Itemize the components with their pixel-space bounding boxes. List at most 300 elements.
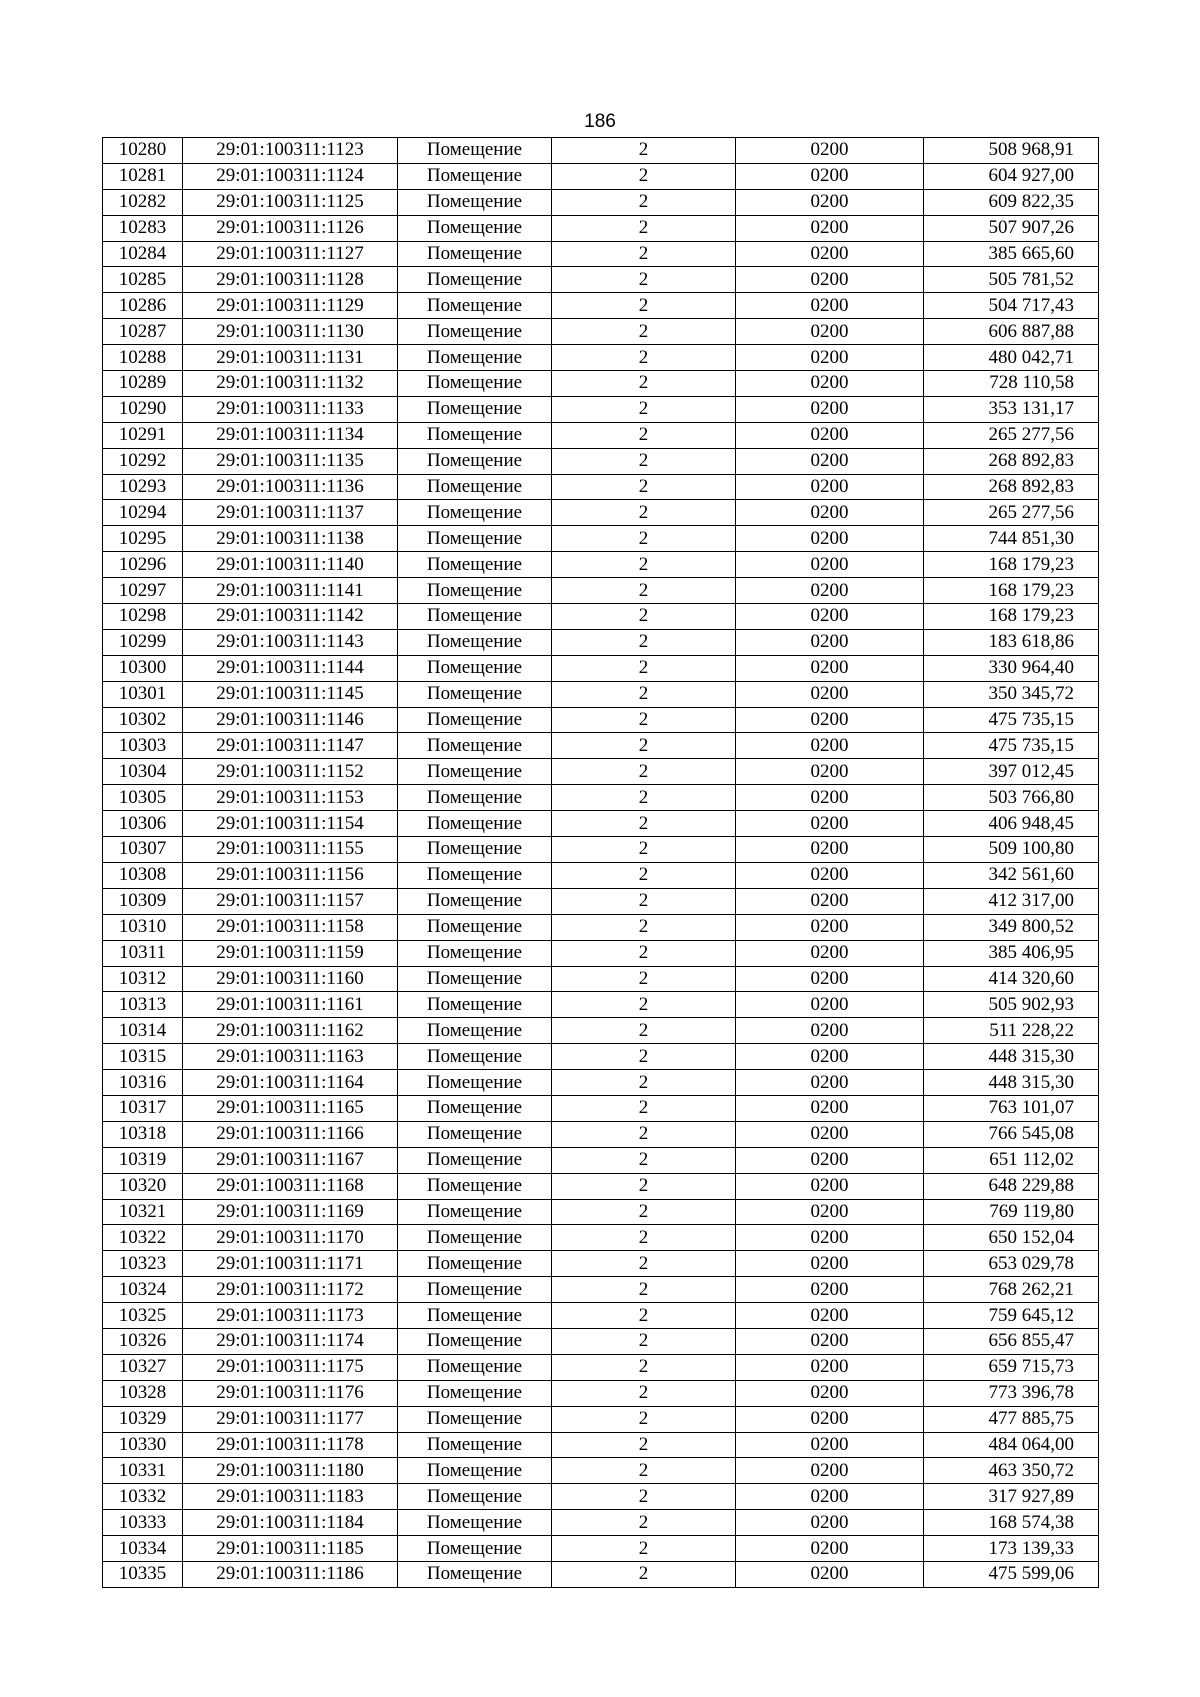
cadastral-number-cell: 29:01:100311:1123 — [183, 138, 398, 164]
row-number-cell: 10288 — [103, 345, 183, 371]
registry-table — [102, 137, 1099, 1588]
table-row — [103, 1095, 1099, 1121]
object-type-cell: Помещение — [398, 422, 552, 448]
column-value-b-cell: 0200 — [736, 578, 924, 604]
cadastral-value-cell: 412 317,00 — [924, 888, 1099, 914]
row-number-cell: 10324 — [103, 1277, 183, 1303]
table-row — [103, 1328, 1099, 1354]
column-value-b-cell: 0200 — [736, 371, 924, 397]
column-value-a-cell: 2 — [552, 629, 736, 655]
column-value-a-cell: 2 — [552, 371, 736, 397]
cadastral-number-cell: 29:01:100311:1180 — [183, 1458, 398, 1484]
cadastral-value-cell: 480 042,71 — [924, 345, 1099, 371]
column-value-b-cell: 0200 — [736, 241, 924, 267]
column-value-b-cell: 0200 — [736, 888, 924, 914]
object-type-cell: Помещение — [398, 1458, 552, 1484]
cadastral-value-cell: 463 350,72 — [924, 1458, 1099, 1484]
cadastral-value-cell: 728 110,58 — [924, 371, 1099, 397]
row-number-cell: 10311 — [103, 940, 183, 966]
object-type-cell: Помещение — [398, 733, 552, 759]
table-row — [103, 138, 1099, 164]
column-value-a-cell: 2 — [552, 1121, 736, 1147]
column-value-a-cell: 2 — [552, 319, 736, 345]
column-value-a-cell: 2 — [552, 837, 736, 863]
column-value-a-cell: 2 — [552, 1277, 736, 1303]
column-value-a-cell: 2 — [552, 1070, 736, 1096]
object-type-cell: Помещение — [398, 1173, 552, 1199]
cadastral-number-cell: 29:01:100311:1172 — [183, 1277, 398, 1303]
cadastral-value-cell: 168 179,23 — [924, 604, 1099, 630]
column-value-b-cell: 0200 — [736, 474, 924, 500]
table-row — [103, 992, 1099, 1018]
column-value-a-cell: 2 — [552, 1251, 736, 1277]
cadastral-value-cell: 773 396,78 — [924, 1380, 1099, 1406]
cadastral-value-cell: 353 131,17 — [924, 396, 1099, 422]
column-value-a-cell: 2 — [552, 1018, 736, 1044]
column-value-b-cell: 0200 — [736, 1510, 924, 1536]
column-value-b-cell: 0200 — [736, 1484, 924, 1510]
object-type-cell: Помещение — [398, 681, 552, 707]
row-number-cell: 10330 — [103, 1432, 183, 1458]
column-value-a-cell: 2 — [552, 1095, 736, 1121]
cadastral-number-cell: 29:01:100311:1162 — [183, 1018, 398, 1044]
column-value-a-cell: 2 — [552, 526, 736, 552]
cadastral-number-cell: 29:01:100311:1129 — [183, 293, 398, 319]
cadastral-value-cell: 448 315,30 — [924, 1044, 1099, 1070]
cadastral-value-cell: 508 968,91 — [924, 138, 1099, 164]
row-number-cell: 10334 — [103, 1536, 183, 1562]
object-type-cell: Помещение — [398, 914, 552, 940]
table-row — [103, 1277, 1099, 1303]
cadastral-value-cell: 507 907,26 — [924, 215, 1099, 241]
table-row — [103, 1173, 1099, 1199]
row-number-cell: 10318 — [103, 1121, 183, 1147]
cadastral-value-cell: 503 766,80 — [924, 785, 1099, 811]
cadastral-number-cell: 29:01:100311:1130 — [183, 319, 398, 345]
cadastral-value-cell: 173 139,33 — [924, 1536, 1099, 1562]
row-number-cell: 10285 — [103, 267, 183, 293]
column-value-a-cell: 2 — [552, 733, 736, 759]
column-value-a-cell: 2 — [552, 500, 736, 526]
cadastral-value-cell: 265 277,56 — [924, 500, 1099, 526]
column-value-b-cell: 0200 — [736, 319, 924, 345]
cadastral-value-cell: 606 887,88 — [924, 319, 1099, 345]
table-row — [103, 578, 1099, 604]
cadastral-number-cell: 29:01:100311:1132 — [183, 371, 398, 397]
row-number-cell: 10293 — [103, 474, 183, 500]
row-number-cell: 10331 — [103, 1458, 183, 1484]
row-number-cell: 10304 — [103, 759, 183, 785]
column-value-b-cell: 0200 — [736, 1303, 924, 1329]
column-value-b-cell: 0200 — [736, 552, 924, 578]
cadastral-number-cell: 29:01:100311:1135 — [183, 448, 398, 474]
column-value-b-cell: 0200 — [736, 604, 924, 630]
column-value-b-cell: 0200 — [736, 707, 924, 733]
row-number-cell: 10300 — [103, 655, 183, 681]
column-value-a-cell: 2 — [552, 1458, 736, 1484]
table-row — [103, 629, 1099, 655]
cadastral-value-cell: 484 064,00 — [924, 1432, 1099, 1458]
column-value-b-cell: 0200 — [736, 293, 924, 319]
column-value-b-cell: 0200 — [736, 396, 924, 422]
cadastral-number-cell: 29:01:100311:1170 — [183, 1225, 398, 1251]
cadastral-number-cell: 29:01:100311:1134 — [183, 422, 398, 448]
row-number-cell: 10326 — [103, 1328, 183, 1354]
column-value-a-cell: 2 — [552, 888, 736, 914]
column-value-a-cell: 2 — [552, 759, 736, 785]
row-number-cell: 10299 — [103, 629, 183, 655]
cadastral-number-cell: 29:01:100311:1140 — [183, 552, 398, 578]
row-number-cell: 10312 — [103, 966, 183, 992]
cadastral-number-cell: 29:01:100311:1164 — [183, 1070, 398, 1096]
column-value-b-cell: 0200 — [736, 733, 924, 759]
table-row — [103, 966, 1099, 992]
table-row — [103, 371, 1099, 397]
object-type-cell: Помещение — [398, 1561, 552, 1587]
table-row — [103, 940, 1099, 966]
table-row — [103, 655, 1099, 681]
table-row — [103, 345, 1099, 371]
column-value-a-cell: 2 — [552, 1536, 736, 1562]
cadastral-value-cell: 342 561,60 — [924, 862, 1099, 888]
table-row — [103, 681, 1099, 707]
column-value-a-cell: 2 — [552, 1173, 736, 1199]
column-value-a-cell: 2 — [552, 992, 736, 1018]
object-type-cell: Помещение — [398, 500, 552, 526]
object-type-cell: Помещение — [398, 371, 552, 397]
cadastral-value-cell: 414 320,60 — [924, 966, 1099, 992]
table-row — [103, 1121, 1099, 1147]
registry-table-body — [103, 138, 1099, 1588]
row-number-cell: 10298 — [103, 604, 183, 630]
row-number-cell: 10289 — [103, 371, 183, 397]
cadastral-value-cell: 650 152,04 — [924, 1225, 1099, 1251]
cadastral-number-cell: 29:01:100311:1144 — [183, 655, 398, 681]
column-value-a-cell: 2 — [552, 396, 736, 422]
column-value-b-cell: 0200 — [736, 1536, 924, 1562]
object-type-cell: Помещение — [398, 707, 552, 733]
object-type-cell: Помещение — [398, 1070, 552, 1096]
cadastral-value-cell: 511 228,22 — [924, 1018, 1099, 1044]
column-value-b-cell: 0200 — [736, 940, 924, 966]
row-number-cell: 10329 — [103, 1406, 183, 1432]
object-type-cell: Помещение — [398, 138, 552, 164]
column-value-a-cell: 2 — [552, 474, 736, 500]
cadastral-value-cell: 477 885,75 — [924, 1406, 1099, 1432]
column-value-a-cell: 2 — [552, 422, 736, 448]
row-number-cell: 10302 — [103, 707, 183, 733]
object-type-cell: Помещение — [398, 759, 552, 785]
object-type-cell: Помещение — [398, 1225, 552, 1251]
table-row — [103, 707, 1099, 733]
cadastral-value-cell: 183 618,86 — [924, 629, 1099, 655]
column-value-a-cell: 2 — [552, 267, 736, 293]
object-type-cell: Помещение — [398, 655, 552, 681]
cadastral-value-cell: 744 851,30 — [924, 526, 1099, 552]
column-value-b-cell: 0200 — [736, 629, 924, 655]
column-value-b-cell: 0200 — [736, 1251, 924, 1277]
cadastral-number-cell: 29:01:100311:1186 — [183, 1561, 398, 1587]
column-value-a-cell: 2 — [552, 966, 736, 992]
cadastral-number-cell: 29:01:100311:1155 — [183, 837, 398, 863]
column-value-b-cell: 0200 — [736, 1095, 924, 1121]
column-value-a-cell: 2 — [552, 448, 736, 474]
column-value-b-cell: 0200 — [736, 163, 924, 189]
cadastral-number-cell: 29:01:100311:1161 — [183, 992, 398, 1018]
row-number-cell: 10301 — [103, 681, 183, 707]
table-row — [103, 1354, 1099, 1380]
column-value-b-cell: 0200 — [736, 267, 924, 293]
row-number-cell: 10294 — [103, 500, 183, 526]
column-value-b-cell: 0200 — [736, 448, 924, 474]
cadastral-value-cell: 763 101,07 — [924, 1095, 1099, 1121]
row-number-cell: 10305 — [103, 785, 183, 811]
table-row — [103, 241, 1099, 267]
cadastral-number-cell: 29:01:100311:1153 — [183, 785, 398, 811]
cadastral-value-cell: 766 545,08 — [924, 1121, 1099, 1147]
table-row — [103, 811, 1099, 837]
column-value-a-cell: 2 — [552, 1380, 736, 1406]
cadastral-value-cell: 768 262,21 — [924, 1277, 1099, 1303]
cadastral-value-cell: 475 599,06 — [924, 1561, 1099, 1587]
table-row — [103, 1406, 1099, 1432]
cadastral-value-cell: 168 179,23 — [924, 578, 1099, 604]
cadastral-number-cell: 29:01:100311:1177 — [183, 1406, 398, 1432]
table-row — [103, 1147, 1099, 1173]
object-type-cell: Помещение — [398, 629, 552, 655]
object-type-cell: Помещение — [398, 888, 552, 914]
column-value-b-cell: 0200 — [736, 811, 924, 837]
object-type-cell: Помещение — [398, 448, 552, 474]
column-value-a-cell: 2 — [552, 811, 736, 837]
table-row — [103, 422, 1099, 448]
cadastral-number-cell: 29:01:100311:1156 — [183, 862, 398, 888]
table-row — [103, 1458, 1099, 1484]
table-row — [103, 1432, 1099, 1458]
cadastral-value-cell: 397 012,45 — [924, 759, 1099, 785]
cadastral-number-cell: 29:01:100311:1124 — [183, 163, 398, 189]
column-value-a-cell: 2 — [552, 604, 736, 630]
table-row — [103, 552, 1099, 578]
cadastral-number-cell: 29:01:100311:1136 — [183, 474, 398, 500]
column-value-b-cell: 0200 — [736, 138, 924, 164]
cadastral-number-cell: 29:01:100311:1138 — [183, 526, 398, 552]
column-value-a-cell: 2 — [552, 189, 736, 215]
object-type-cell: Помещение — [398, 837, 552, 863]
row-number-cell: 10290 — [103, 396, 183, 422]
column-value-a-cell: 2 — [552, 862, 736, 888]
cadastral-value-cell: 350 345,72 — [924, 681, 1099, 707]
table-row — [103, 785, 1099, 811]
column-value-a-cell: 2 — [552, 1328, 736, 1354]
table-row — [103, 189, 1099, 215]
page-number: 186 — [584, 111, 616, 132]
row-number-cell: 10282 — [103, 189, 183, 215]
cadastral-value-cell: 475 735,15 — [924, 733, 1099, 759]
object-type-cell: Помещение — [398, 1328, 552, 1354]
row-number-cell: 10283 — [103, 215, 183, 241]
row-number-cell: 10313 — [103, 992, 183, 1018]
object-type-cell: Помещение — [398, 992, 552, 1018]
row-number-cell: 10303 — [103, 733, 183, 759]
table-row — [103, 914, 1099, 940]
row-number-cell: 10317 — [103, 1095, 183, 1121]
cadastral-number-cell: 29:01:100311:1171 — [183, 1251, 398, 1277]
cadastral-number-cell: 29:01:100311:1128 — [183, 267, 398, 293]
row-number-cell: 10333 — [103, 1510, 183, 1536]
column-value-b-cell: 0200 — [736, 500, 924, 526]
cadastral-value-cell: 385 406,95 — [924, 940, 1099, 966]
table-row — [103, 1561, 1099, 1587]
table-row — [103, 1484, 1099, 1510]
column-value-b-cell: 0200 — [736, 1018, 924, 1044]
object-type-cell: Помещение — [398, 1303, 552, 1329]
object-type-cell: Помещение — [398, 1018, 552, 1044]
column-value-b-cell: 0200 — [736, 759, 924, 785]
column-value-a-cell: 2 — [552, 138, 736, 164]
object-type-cell: Помещение — [398, 474, 552, 500]
column-value-a-cell: 2 — [552, 1147, 736, 1173]
object-type-cell: Помещение — [398, 267, 552, 293]
cadastral-value-cell: 448 315,30 — [924, 1070, 1099, 1096]
table-row — [103, 163, 1099, 189]
table-row — [103, 1070, 1099, 1096]
cadastral-value-cell: 406 948,45 — [924, 811, 1099, 837]
cadastral-number-cell: 29:01:100311:1158 — [183, 914, 398, 940]
table-row — [103, 888, 1099, 914]
cadastral-value-cell: 505 902,93 — [924, 992, 1099, 1018]
cadastral-number-cell: 29:01:100311:1146 — [183, 707, 398, 733]
row-number-cell: 10296 — [103, 552, 183, 578]
object-type-cell: Помещение — [398, 1510, 552, 1536]
cadastral-number-cell: 29:01:100311:1142 — [183, 604, 398, 630]
column-value-a-cell: 2 — [552, 785, 736, 811]
object-type-cell: Помещение — [398, 862, 552, 888]
cadastral-number-cell: 29:01:100311:1127 — [183, 241, 398, 267]
column-value-b-cell: 0200 — [736, 1225, 924, 1251]
cadastral-number-cell: 29:01:100311:1145 — [183, 681, 398, 707]
row-number-cell: 10307 — [103, 837, 183, 863]
object-type-cell: Помещение — [398, 1536, 552, 1562]
column-value-b-cell: 0200 — [736, 526, 924, 552]
cadastral-value-cell: 475 735,15 — [924, 707, 1099, 733]
cadastral-number-cell: 29:01:100311:1133 — [183, 396, 398, 422]
cadastral-number-cell: 29:01:100311:1126 — [183, 215, 398, 241]
column-value-b-cell: 0200 — [736, 785, 924, 811]
object-type-cell: Помещение — [398, 1251, 552, 1277]
cadastral-value-cell: 651 112,02 — [924, 1147, 1099, 1173]
column-value-a-cell: 2 — [552, 940, 736, 966]
object-type-cell: Помещение — [398, 319, 552, 345]
row-number-cell: 10315 — [103, 1044, 183, 1070]
column-value-a-cell: 2 — [552, 655, 736, 681]
column-value-b-cell: 0200 — [736, 655, 924, 681]
object-type-cell: Помещение — [398, 1044, 552, 1070]
cadastral-value-cell: 385 665,60 — [924, 241, 1099, 267]
column-value-b-cell: 0200 — [736, 681, 924, 707]
column-value-a-cell: 2 — [552, 1561, 736, 1587]
table-row — [103, 604, 1099, 630]
object-type-cell: Помещение — [398, 1121, 552, 1147]
cadastral-number-cell: 29:01:100311:1185 — [183, 1536, 398, 1562]
cadastral-value-cell: 656 855,47 — [924, 1328, 1099, 1354]
cadastral-number-cell: 29:01:100311:1143 — [183, 629, 398, 655]
table-row — [103, 396, 1099, 422]
object-type-cell: Помещение — [398, 396, 552, 422]
cadastral-value-cell: 648 229,88 — [924, 1173, 1099, 1199]
cadastral-number-cell: 29:01:100311:1168 — [183, 1173, 398, 1199]
object-type-cell: Помещение — [398, 241, 552, 267]
row-number-cell: 10323 — [103, 1251, 183, 1277]
cadastral-number-cell: 29:01:100311:1147 — [183, 733, 398, 759]
object-type-cell: Помещение — [398, 1095, 552, 1121]
row-number-cell: 10287 — [103, 319, 183, 345]
row-number-cell: 10297 — [103, 578, 183, 604]
object-type-cell: Помещение — [398, 604, 552, 630]
table-row — [103, 319, 1099, 345]
row-number-cell: 10320 — [103, 1173, 183, 1199]
column-value-a-cell: 2 — [552, 345, 736, 371]
cadastral-value-cell: 659 715,73 — [924, 1354, 1099, 1380]
table-row — [103, 215, 1099, 241]
object-type-cell: Помещение — [398, 578, 552, 604]
table-row — [103, 1044, 1099, 1070]
row-number-cell: 10308 — [103, 862, 183, 888]
cadastral-number-cell: 29:01:100311:1152 — [183, 759, 398, 785]
column-value-b-cell: 0200 — [736, 345, 924, 371]
object-type-cell: Помещение — [398, 552, 552, 578]
object-type-cell: Помещение — [398, 1277, 552, 1303]
cadastral-number-cell: 29:01:100311:1159 — [183, 940, 398, 966]
column-value-a-cell: 2 — [552, 1432, 736, 1458]
table-row — [103, 1303, 1099, 1329]
table-row — [103, 759, 1099, 785]
column-value-b-cell: 0200 — [736, 1328, 924, 1354]
column-value-a-cell: 2 — [552, 1510, 736, 1536]
cadastral-value-cell: 168 574,38 — [924, 1510, 1099, 1536]
column-value-a-cell: 2 — [552, 163, 736, 189]
cadastral-number-cell: 29:01:100311:1167 — [183, 1147, 398, 1173]
cadastral-value-cell: 265 277,56 — [924, 422, 1099, 448]
column-value-b-cell: 0200 — [736, 1432, 924, 1458]
column-value-a-cell: 2 — [552, 1225, 736, 1251]
column-value-b-cell: 0200 — [736, 1199, 924, 1225]
table-row — [103, 1018, 1099, 1044]
column-value-a-cell: 2 — [552, 552, 736, 578]
column-value-b-cell: 0200 — [736, 1147, 924, 1173]
column-value-b-cell: 0200 — [736, 1044, 924, 1070]
object-type-cell: Помещение — [398, 526, 552, 552]
cadastral-value-cell: 330 964,40 — [924, 655, 1099, 681]
row-number-cell: 10310 — [103, 914, 183, 940]
column-value-a-cell: 2 — [552, 293, 736, 319]
cadastral-number-cell: 29:01:100311:1163 — [183, 1044, 398, 1070]
table-row — [103, 1510, 1099, 1536]
cadastral-value-cell: 505 781,52 — [924, 267, 1099, 293]
column-value-b-cell: 0200 — [736, 422, 924, 448]
row-number-cell: 10322 — [103, 1225, 183, 1251]
cadastral-number-cell: 29:01:100311:1141 — [183, 578, 398, 604]
cadastral-number-cell: 29:01:100311:1157 — [183, 888, 398, 914]
cadastral-value-cell: 268 892,83 — [924, 474, 1099, 500]
cadastral-number-cell: 29:01:100311:1183 — [183, 1484, 398, 1510]
cadastral-value-cell: 509 100,80 — [924, 837, 1099, 863]
column-value-b-cell: 0200 — [736, 837, 924, 863]
cadastral-value-cell: 349 800,52 — [924, 914, 1099, 940]
cadastral-number-cell: 29:01:100311:1125 — [183, 189, 398, 215]
column-value-a-cell: 2 — [552, 681, 736, 707]
cadastral-value-cell: 504 717,43 — [924, 293, 1099, 319]
